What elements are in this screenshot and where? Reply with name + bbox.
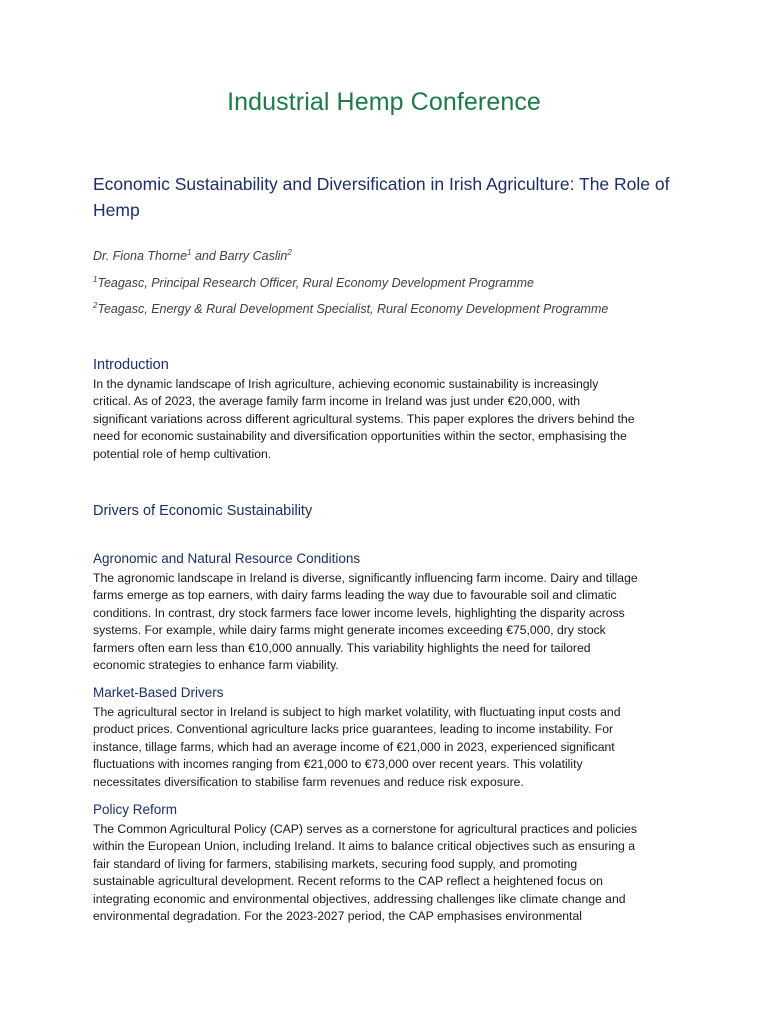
- paragraph-line: instance, tillage farms, which had an average income of €21,000 in 2023, experienced significant: [93, 739, 615, 754]
- paragraph-line: critical. As of 2023, the average family farm income in Ireland was just under €20,000, with: [93, 394, 581, 409]
- author-line: [93, 248, 292, 263]
- market-paragraph: [93, 704, 683, 791]
- paragraph-line: conditions. In contrast, dry stock farmers face lower income levels, highlighting the disparity across: [93, 605, 625, 620]
- conference-title: Industrial Hemp Conference: [227, 88, 541, 116]
- affiliation-text-1: Teagasc, Principal Research Officer, Rural Economy Development Programme: [97, 276, 534, 291]
- paragraph-line: integrating economic and environmental objectives, addressing challenges like climate change and: [93, 891, 626, 906]
- paragraph-line: significant variations across different agricultural systems. This paper explores the drivers behind the: [93, 411, 635, 426]
- introduction-paragraph: [93, 376, 683, 463]
- market-heading: Market-Based Drivers: [93, 685, 224, 700]
- author-sup-1: 1: [187, 248, 192, 257]
- paragraph-line: The Common Agricultural Policy (CAP) serves as a cornerstone for agricultural practices and policies: [93, 822, 637, 836]
- paragraph-line: economic strategies to enhance farm viability.: [93, 658, 339, 673]
- affiliation-sup-1: 1: [93, 275, 98, 284]
- paragraph-line: potential role of hemp cultivation.: [93, 446, 272, 461]
- paragraph-line: farmers often earn less than €10,000 annually. This variability highlights the need for tailored: [93, 640, 591, 655]
- paragraph-line: The agronomic landscape in Ireland is diverse, significantly influencing farm income. Dairy and tillage: [93, 571, 638, 585]
- affiliation-2: [93, 301, 608, 316]
- paragraph-line: necessitates diversification to stabilise farm revenues and reduce risk exposure.: [93, 774, 524, 789]
- affiliation-1: [93, 275, 534, 290]
- paragraph-line: product prices. Conventional agriculture lacks price guarantees, leading to income instability. For: [93, 722, 614, 737]
- paragraph-line: farms emerge as top earners, with dairy farms leading the way due to favourable soil and climatic: [93, 588, 617, 603]
- affiliation-text-2: Teagasc, Energy & Rural Development Specialist, Rural Economy Development Programme: [97, 302, 609, 317]
- policy-paragraph: [93, 821, 683, 925]
- author-sup-2: 2: [287, 248, 292, 257]
- paragraph-line: The agricultural sector in Ireland is subject to high market volatility, with fluctuating input costs and: [93, 705, 621, 719]
- paper-title: Economic Sustainability and Diversification in Irish Agriculture: The Role of Hemp: [93, 174, 670, 220]
- author-name-2: Barry Caslin: [219, 249, 288, 264]
- paragraph-line: systems. For example, while dairy farms might generate incomes exceeding €75,000, dry stock: [93, 623, 606, 638]
- paragraph-line: sustainable agricultural development. Recent reforms to the CAP reflect a heightened focus on: [93, 874, 603, 889]
- agronomic-heading: Agronomic and Natural Resource Conditions: [93, 551, 361, 566]
- author-joiner: and: [191, 249, 220, 264]
- paragraph-line: fluctuations with incomes ranging from €21,000 to €73,000 over recent years. This volatility: [93, 757, 583, 772]
- agronomic-paragraph: [93, 570, 683, 674]
- paragraph-line: fair standard of living for farmers, stabilising markets, securing food supply, and promoting: [93, 856, 578, 871]
- drivers-heading: Drivers of Economic Sustainability: [93, 503, 313, 519]
- paragraph-line: In the dynamic landscape of Irish agriculture, achieving economic sustainability is increasingly: [93, 377, 599, 391]
- paragraph-line: within the European Union, including Ireland. It aims to balance critical objectives such as ensuring a: [93, 839, 635, 854]
- introduction-heading: Introduction: [93, 357, 169, 373]
- policy-heading: Policy Reform: [93, 802, 178, 817]
- paragraph-line: need for economic sustainability and diversification opportunities within the sector, emphasising the: [93, 429, 627, 444]
- paragraph-line: environmental degradation. For the 2023-2027 period, the CAP emphasises environmental: [93, 909, 582, 924]
- author-name-1: Dr. Fiona Thorne: [93, 249, 188, 264]
- affiliation-sup-2: 2: [93, 301, 98, 310]
